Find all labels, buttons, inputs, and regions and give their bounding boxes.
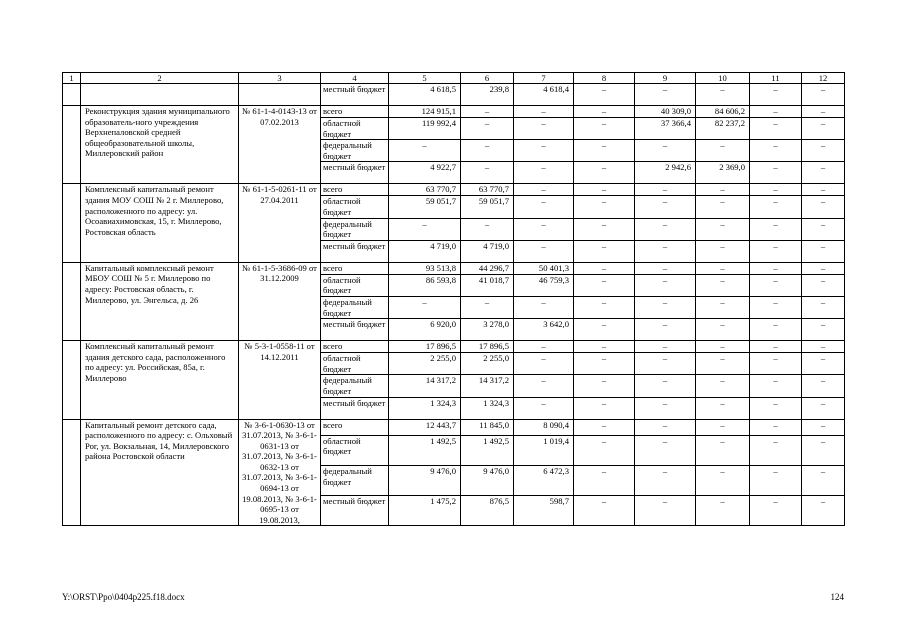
indicator-cell: местный бюджет xyxy=(321,240,389,262)
value-cell: 14 317,2 xyxy=(461,375,514,397)
value-cell: – xyxy=(802,375,845,397)
value-cell: – xyxy=(750,296,802,318)
value-cell: – xyxy=(696,419,750,435)
value-cell: – xyxy=(574,419,635,435)
value-cell: – xyxy=(696,397,750,419)
object-name-cell: Капитальный комплексный ремонт МБОУ СОШ № 5 г. Миллерово по адресу: Ростовская область, г. Миллерово, ул. Энгельса, д. 26 xyxy=(81,262,239,340)
value-cell: – xyxy=(461,118,514,140)
value-cell: – xyxy=(514,106,574,118)
value-cell: 3 642,0 xyxy=(514,319,574,341)
value-cell: – xyxy=(802,184,845,196)
value-cell: – xyxy=(635,274,696,296)
number-cell xyxy=(63,419,81,526)
value-cell: – xyxy=(802,319,845,341)
value-cell: – xyxy=(461,218,514,240)
value-cell: 40 309,0 xyxy=(635,106,696,118)
value-cell: – xyxy=(514,240,574,262)
object-name-cell: Реконструкция здания муниципального образователь-ного учреждения Верхнепаловской средней общеобразовательной школы, Миллеровский район xyxy=(81,106,239,184)
value-cell: 124 915,1 xyxy=(389,106,461,118)
value-cell: – xyxy=(802,218,845,240)
permit-code-cell: № 61-1-5-0261-11 от 27.04.2011 xyxy=(239,184,321,262)
value-cell: 2 369,0 xyxy=(696,162,750,184)
value-cell: – xyxy=(635,319,696,341)
value-cell: 6 472,3 xyxy=(514,466,574,496)
value-cell: – xyxy=(514,375,574,397)
value-cell: – xyxy=(574,106,635,118)
value-cell: – xyxy=(802,496,845,526)
footer-file-path: Y:\ORST\Ppo\0404p225.f18.docx xyxy=(62,592,185,602)
value-cell: 876,5 xyxy=(461,496,514,526)
value-cell: 6 920,0 xyxy=(389,319,461,341)
value-cell: 17 896,5 xyxy=(389,341,461,353)
indicator-cell: местный бюджет xyxy=(321,319,389,341)
value-cell: – xyxy=(389,296,461,318)
value-cell: – xyxy=(461,296,514,318)
indicator-cell: всего xyxy=(321,341,389,353)
indicator-cell: всего xyxy=(321,184,389,196)
number-cell xyxy=(63,341,81,419)
value-cell: – xyxy=(389,140,461,162)
value-cell: – xyxy=(514,162,574,184)
value-cell: – xyxy=(802,353,845,375)
indicator-cell: областной бюджет xyxy=(321,118,389,140)
value-cell: 84 606,2 xyxy=(696,106,750,118)
indicator-cell: областной бюджет xyxy=(321,196,389,218)
value-cell: – xyxy=(574,184,635,196)
value-cell: – xyxy=(635,296,696,318)
table-row xyxy=(63,262,845,274)
value-cell: – xyxy=(750,341,802,353)
value-cell: – xyxy=(514,184,574,196)
value-cell: – xyxy=(802,341,845,353)
value-cell: – xyxy=(514,218,574,240)
table-body xyxy=(63,73,845,526)
value-cell: 14 317,2 xyxy=(389,375,461,397)
value-cell: – xyxy=(750,353,802,375)
number-cell xyxy=(63,106,81,184)
value-cell: 4 618,4 xyxy=(514,84,574,106)
value-cell: – xyxy=(696,296,750,318)
value-cell: – xyxy=(802,397,845,419)
value-cell: – xyxy=(802,296,845,318)
value-cell: 63 770,7 xyxy=(389,184,461,196)
value-cell: – xyxy=(635,435,696,465)
value-cell: – xyxy=(750,375,802,397)
value-cell: 239,8 xyxy=(461,84,514,106)
header-cell: 8 xyxy=(574,73,635,84)
value-cell: 82 237,2 xyxy=(696,118,750,140)
value-cell: – xyxy=(574,118,635,140)
value-cell: – xyxy=(750,162,802,184)
value-cell: 1 492,5 xyxy=(461,435,514,465)
value-cell: 1 492,5 xyxy=(389,435,461,465)
value-cell: – xyxy=(574,296,635,318)
value-cell: – xyxy=(802,106,845,118)
value-cell: – xyxy=(750,419,802,435)
value-cell: – xyxy=(802,466,845,496)
indicator-cell: местный бюджет xyxy=(321,397,389,419)
indicator-cell: областной бюджет xyxy=(321,435,389,465)
value-cell: – xyxy=(514,140,574,162)
table-row xyxy=(63,341,845,353)
indicator-cell: всего xyxy=(321,262,389,274)
value-cell: – xyxy=(802,118,845,140)
value-cell: 4 719,0 xyxy=(461,240,514,262)
value-cell: 37 366,4 xyxy=(635,118,696,140)
value-cell: – xyxy=(574,84,635,106)
header-cell: 5 xyxy=(389,73,461,84)
value-cell: – xyxy=(635,419,696,435)
value-cell: – xyxy=(696,466,750,496)
value-cell: – xyxy=(635,375,696,397)
value-cell: – xyxy=(461,140,514,162)
value-cell: – xyxy=(635,240,696,262)
indicator-cell: местный бюджет xyxy=(321,162,389,184)
value-cell: 63 770,7 xyxy=(461,184,514,196)
value-cell: 3 278,0 xyxy=(461,319,514,341)
value-cell: – xyxy=(750,218,802,240)
value-cell: – xyxy=(574,218,635,240)
value-cell: – xyxy=(574,397,635,419)
permit-code-cell: № 61-1-5-3686-09 от 31.12.2009 xyxy=(239,262,321,340)
value-cell: 4 922,7 xyxy=(389,162,461,184)
value-cell: – xyxy=(750,184,802,196)
value-cell: – xyxy=(635,466,696,496)
value-cell: – xyxy=(635,184,696,196)
value-cell: – xyxy=(514,341,574,353)
value-cell: – xyxy=(574,435,635,465)
table-row xyxy=(63,184,845,196)
value-cell: 4 719,0 xyxy=(389,240,461,262)
code-cell xyxy=(239,84,321,106)
table-row xyxy=(63,84,845,106)
value-cell: – xyxy=(574,262,635,274)
value-cell: – xyxy=(750,106,802,118)
value-cell: – xyxy=(696,375,750,397)
value-cell: – xyxy=(574,240,635,262)
value-cell: – xyxy=(802,262,845,274)
indicator-cell: всего xyxy=(321,106,389,118)
value-cell: – xyxy=(802,196,845,218)
value-cell: 1 019,4 xyxy=(514,435,574,465)
value-cell: – xyxy=(514,118,574,140)
value-cell: – xyxy=(635,84,696,106)
value-cell: – xyxy=(802,419,845,435)
object-name-cell: Комплексный капитальный ремонт здания МОУ СОШ № 2 г. Миллерово, расположенного по адресу: ул. Осоавиахимовская, 15, г. Миллерово, Ростовская область xyxy=(81,184,239,262)
value-cell: 9 476,0 xyxy=(389,466,461,496)
indicator-cell: федеральный бюджет xyxy=(321,296,389,318)
value-cell: – xyxy=(750,196,802,218)
value-cell: – xyxy=(635,196,696,218)
value-cell: 46 759,3 xyxy=(514,274,574,296)
value-cell: – xyxy=(635,353,696,375)
name-cell xyxy=(81,84,239,106)
number-cell xyxy=(63,84,81,106)
value-cell: 17 896,5 xyxy=(461,341,514,353)
permit-code-cell: № 5-3-1-0558-11 от 14.12.2011 xyxy=(239,341,321,419)
value-cell: – xyxy=(802,240,845,262)
value-cell: – xyxy=(750,274,802,296)
header-cell: 4 xyxy=(321,73,389,84)
value-cell: – xyxy=(750,118,802,140)
value-cell: – xyxy=(635,397,696,419)
value-cell: 59 051,7 xyxy=(461,196,514,218)
indicator-cell: федеральный бюджет xyxy=(321,140,389,162)
value-cell: – xyxy=(750,466,802,496)
value-cell: – xyxy=(696,274,750,296)
value-cell: 2 255,0 xyxy=(389,353,461,375)
value-cell: 4 618,5 xyxy=(389,84,461,106)
indicator-cell: федеральный бюджет xyxy=(321,466,389,496)
value-cell: 93 513,8 xyxy=(389,262,461,274)
table-row xyxy=(63,106,845,118)
value-cell: – xyxy=(635,140,696,162)
value-cell: – xyxy=(574,466,635,496)
value-cell: – xyxy=(696,240,750,262)
indicator-cell: федеральный бюджет xyxy=(321,375,389,397)
footer-page-number: 124 xyxy=(830,592,844,602)
value-cell: 119 992,4 xyxy=(389,118,461,140)
value-cell: – xyxy=(696,353,750,375)
value-cell: 2 942,6 xyxy=(635,162,696,184)
value-cell: – xyxy=(389,218,461,240)
permit-code-cell: № 3-6-1-0630-13 от 31.07.2013, № 3-6-1-0631-13 от 31.07.2013, № 3-6-1-0632-13 от 31.07.2013, № 3-6-1-0694-13 от 19.08.2013, № 3-6-1-0695-13 от 19.08.2013, xyxy=(239,419,321,526)
indicator-cell: местный бюджет xyxy=(321,84,389,106)
value-cell: – xyxy=(574,353,635,375)
value-cell: 41 018,7 xyxy=(461,274,514,296)
value-cell: – xyxy=(635,341,696,353)
value-cell: – xyxy=(574,496,635,526)
value-cell: – xyxy=(750,84,802,106)
value-cell: – xyxy=(635,218,696,240)
value-cell: – xyxy=(574,196,635,218)
value-cell: – xyxy=(802,84,845,106)
value-cell: 598,7 xyxy=(514,496,574,526)
value-cell: – xyxy=(514,296,574,318)
value-cell: – xyxy=(802,162,845,184)
value-cell: – xyxy=(696,84,750,106)
value-cell: – xyxy=(750,240,802,262)
budget-table xyxy=(62,72,845,526)
value-cell: – xyxy=(514,353,574,375)
value-cell: – xyxy=(696,218,750,240)
value-cell: 8 090,4 xyxy=(514,419,574,435)
value-cell: – xyxy=(802,140,845,162)
value-cell: – xyxy=(696,196,750,218)
value-cell: – xyxy=(514,196,574,218)
indicator-cell: федеральный бюджет xyxy=(321,218,389,240)
header-row xyxy=(63,73,845,84)
header-cell: 11 xyxy=(750,73,802,84)
value-cell: 50 401,3 xyxy=(514,262,574,274)
value-cell: – xyxy=(696,341,750,353)
value-cell: – xyxy=(696,262,750,274)
value-cell: 44 296,7 xyxy=(461,262,514,274)
value-cell: – xyxy=(574,140,635,162)
number-cell xyxy=(63,184,81,262)
value-cell: 2 255,0 xyxy=(461,353,514,375)
value-cell: – xyxy=(574,319,635,341)
indicator-cell: областной бюджет xyxy=(321,353,389,375)
value-cell: – xyxy=(574,162,635,184)
header-cell: 6 xyxy=(461,73,514,84)
number-cell xyxy=(63,262,81,340)
table-row xyxy=(63,419,845,435)
indicator-cell: всего xyxy=(321,419,389,435)
value-cell: – xyxy=(802,274,845,296)
value-cell: – xyxy=(635,262,696,274)
value-cell: 12 443,7 xyxy=(389,419,461,435)
value-cell: 1 324,3 xyxy=(461,397,514,419)
object-name-cell: Комплексный капитальный ремонт здания детского сада, расположенного по адресу: ул. Российская, 85а, г. Миллерово xyxy=(81,341,239,419)
permit-code-cell: № 61-1-4-0143-13 от 07.02.2013 xyxy=(239,106,321,184)
header-cell: 9 xyxy=(635,73,696,84)
header-cell: 3 xyxy=(239,73,321,84)
value-cell: – xyxy=(750,140,802,162)
value-cell: 1 475,2 xyxy=(389,496,461,526)
value-cell: – xyxy=(750,319,802,341)
value-cell: – xyxy=(461,106,514,118)
indicator-cell: областной бюджет xyxy=(321,274,389,296)
object-name-cell: Капитальный ремонт детского сада, расположенного по адресу: с. Ольховый Рог, ул. Вокзальная, 14, Миллеровского района Ростовской области xyxy=(81,419,239,526)
header-cell: 10 xyxy=(696,73,750,84)
value-cell: 59 051,7 xyxy=(389,196,461,218)
value-cell: – xyxy=(574,375,635,397)
value-cell: – xyxy=(696,184,750,196)
value-cell: – xyxy=(514,397,574,419)
indicator-cell: местный бюджет xyxy=(321,496,389,526)
value-cell: 9 476,0 xyxy=(461,466,514,496)
value-cell: – xyxy=(696,140,750,162)
value-cell: – xyxy=(750,496,802,526)
value-cell: – xyxy=(696,319,750,341)
value-cell: – xyxy=(802,435,845,465)
header-cell: 12 xyxy=(802,73,845,84)
value-cell: – xyxy=(635,496,696,526)
value-cell: 86 593,8 xyxy=(389,274,461,296)
value-cell: – xyxy=(696,496,750,526)
value-cell: – xyxy=(696,435,750,465)
value-cell: 11 845,0 xyxy=(461,419,514,435)
value-cell: – xyxy=(574,341,635,353)
header-cell: 7 xyxy=(514,73,574,84)
header-cell: 2 xyxy=(81,73,239,84)
value-cell: – xyxy=(750,397,802,419)
value-cell: – xyxy=(750,262,802,274)
value-cell: – xyxy=(574,274,635,296)
value-cell: 1 324,3 xyxy=(389,397,461,419)
value-cell: – xyxy=(461,162,514,184)
value-cell: – xyxy=(750,435,802,465)
header-cell: 1 xyxy=(63,73,81,84)
